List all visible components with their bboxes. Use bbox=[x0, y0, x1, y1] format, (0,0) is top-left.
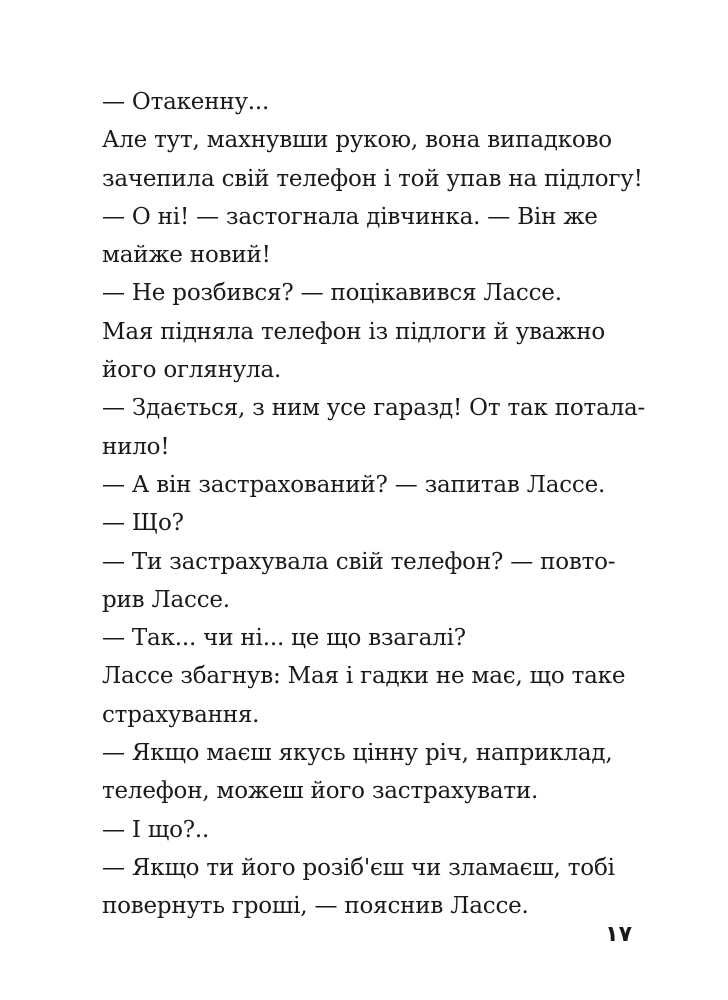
text-line: — Якщо маєш якусь цінну річ, наприклад, bbox=[102, 740, 613, 767]
text-line: телефон, можеш його застрахувати. bbox=[102, 778, 539, 805]
text-line: Але тут, махнувши рукою, вона випадково bbox=[102, 127, 612, 154]
text-line: Мая підняла телефон із підлоги й уважно bbox=[102, 318, 606, 345]
body-text bbox=[102, 83, 646, 926]
text-line: страхування. bbox=[102, 701, 260, 728]
text-line: — А він застрахований? — запитав Лассе. bbox=[102, 471, 606, 498]
text-line: його оглянула. bbox=[102, 357, 282, 384]
text-line: зачепила свій телефон і той упав на підлогу! bbox=[102, 165, 643, 192]
text-line: повернуть гроші, — пояснив Лассе. bbox=[102, 893, 529, 920]
page-number: ١٧ bbox=[605, 922, 632, 947]
text-line: — Ти застрахувала свій телефон? — повто- bbox=[102, 548, 616, 575]
text-line: майже новий! bbox=[102, 242, 271, 269]
text-line: — Що? bbox=[102, 510, 184, 537]
text-line: рив Лассе. bbox=[102, 586, 230, 613]
text-line: Лассе збагнув: Мая і гадки не має, що таке bbox=[102, 663, 626, 690]
text-line: — Так... чи ні... це що взагалі? bbox=[102, 625, 466, 652]
text-line: — І що?.. bbox=[102, 816, 210, 843]
text-line: — О ні! — застогнала дівчинка. — Він же bbox=[102, 203, 598, 230]
text-line: нило! bbox=[102, 433, 170, 460]
text-line: — Отакенну... bbox=[102, 89, 270, 115]
text-line: — Не розбився? — поцікавився Лассе. bbox=[102, 280, 562, 307]
text-line: — Якщо ти його розіб'єш чи зламаєш, тобі bbox=[102, 854, 615, 881]
text-line: — Здається, з ним усе гаразд! От так потала- bbox=[102, 395, 646, 422]
